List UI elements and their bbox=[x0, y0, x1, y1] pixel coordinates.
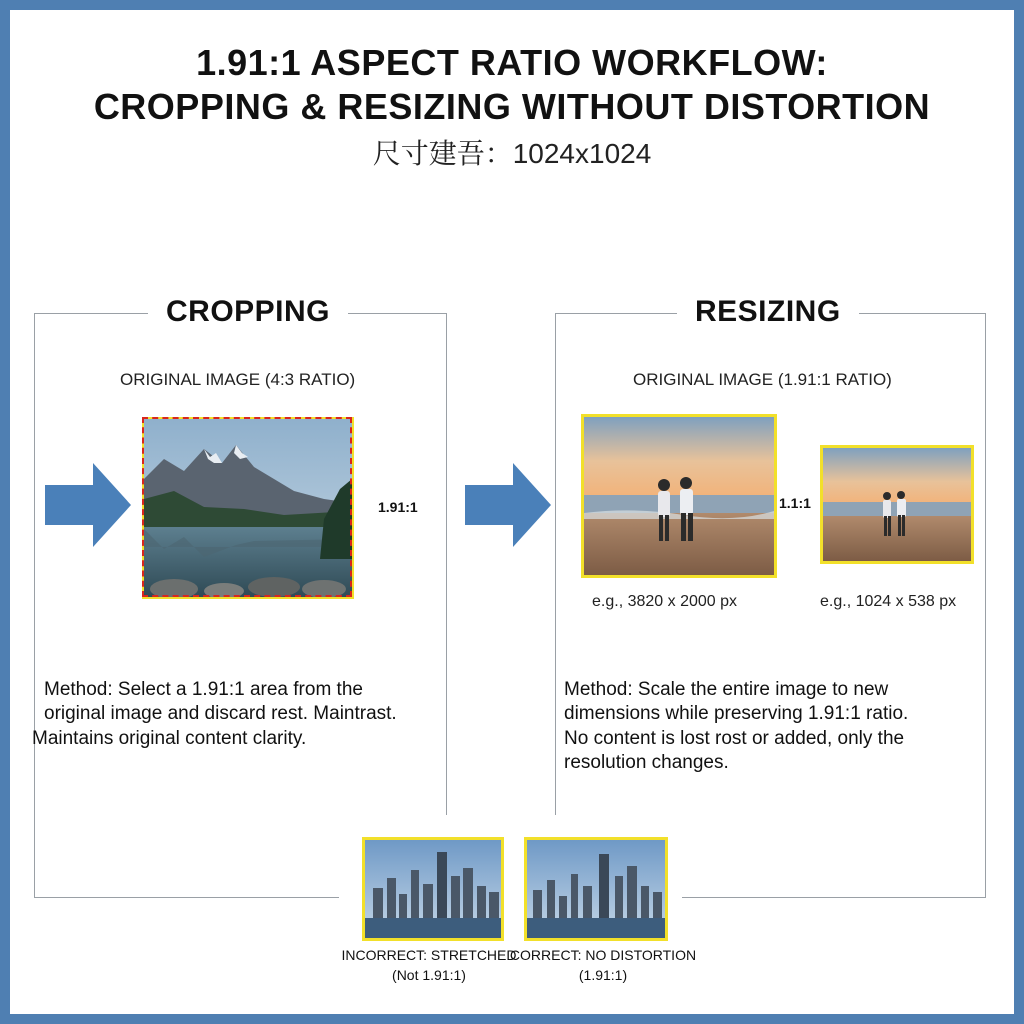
cropping-method-line-2: original image and discard rest. Maintrast. bbox=[44, 703, 397, 724]
cropping-method-line-3: Maintains original content clarity. bbox=[32, 728, 307, 749]
title-line-2: CROPPING & RESIZING WITHOUT DISTORTION bbox=[93, 86, 931, 127]
city-skyline-correct-photo bbox=[524, 837, 668, 941]
size-small-label: e.g., 1024 x 538 px bbox=[820, 593, 957, 610]
beach-couple-photo-small bbox=[820, 445, 974, 564]
title-line-1: 1.91:1 ASPECT RATIO WORKFLOW: bbox=[196, 42, 828, 83]
correct-label bbox=[508, 945, 698, 985]
resizing-heading: RESIZING bbox=[677, 295, 859, 329]
right-arrow-icon bbox=[45, 463, 133, 547]
crop-ratio-label: 1.91:1 bbox=[378, 499, 418, 515]
cropping-method-line-1: Method: Select a 1.91:1 area from the bbox=[44, 679, 363, 700]
cropping-caption: ORIGINAL IMAGE (4:3 RATIO) bbox=[120, 370, 356, 389]
infographic-canvas bbox=[10, 10, 1014, 1014]
correct-label-line-1: CORRECT: NO DISTORTION bbox=[509, 947, 697, 963]
resizing-caption: ORIGINAL IMAGE (1.91:1 RATIO) bbox=[633, 370, 892, 389]
incorrect-label-line-2: (Not 1.91:1) bbox=[392, 967, 466, 983]
right-arrow-icon bbox=[465, 463, 553, 547]
incorrect-label bbox=[334, 945, 524, 985]
beach-couple-photo-large bbox=[581, 414, 777, 578]
resize-ratio-label: 1.1:1 bbox=[779, 495, 811, 511]
correct-label-line-2: (1.91:1) bbox=[578, 967, 628, 983]
crop-selection-box bbox=[142, 417, 352, 597]
city-skyline-stretched-photo bbox=[362, 837, 504, 941]
subtitle: 尺寸建吾：1024x1024 bbox=[372, 138, 652, 169]
resizing-method-line-4: resolution changes. bbox=[564, 752, 729, 773]
incorrect-label-line-1: INCORRECT: STRETCHED bbox=[341, 947, 517, 963]
cropping-heading: CROPPING bbox=[148, 295, 348, 329]
resizing-method-line-2: dimensions while preserving 1.91:1 ratio. bbox=[564, 703, 909, 724]
resizing-method-line-3: No content is lost rost or added, only the bbox=[564, 728, 905, 749]
resizing-method-line-1: Method: Scale the entire image to new bbox=[564, 679, 889, 700]
size-large-label: e.g., 3820 x 2000 px bbox=[592, 593, 737, 610]
